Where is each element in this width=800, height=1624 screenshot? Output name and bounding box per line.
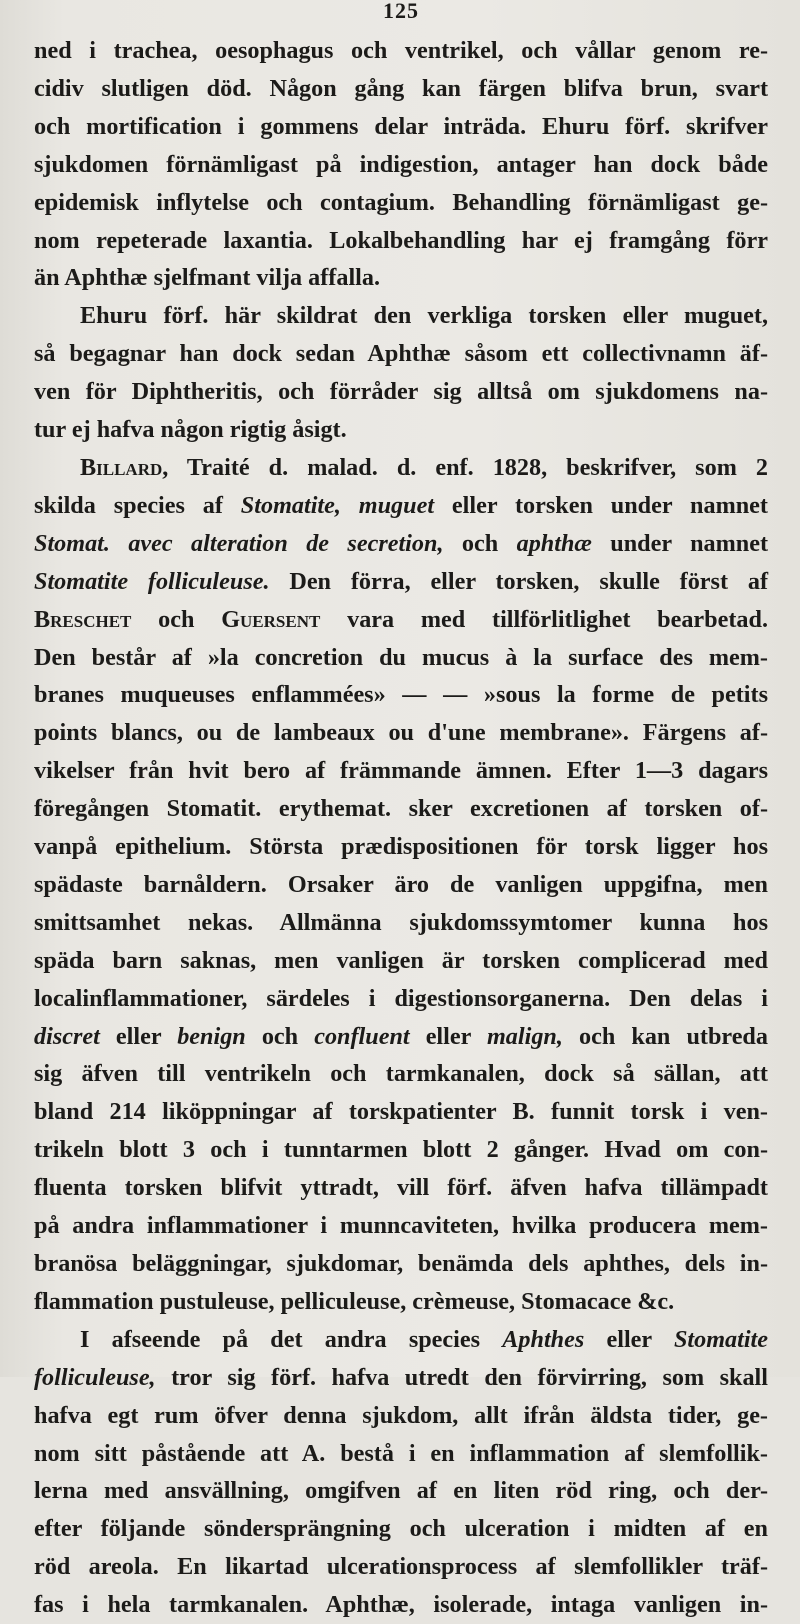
text-line: skilda species af Stomatite, muguet eller torsken under namnet [34, 491, 768, 519]
text-line: Den består af »la concretion du mucus à la surface des mem- [34, 643, 768, 671]
text-line: lerna med ansvällning, omgifven af en liten röd ring, och der- [34, 1477, 768, 1505]
text-line: på andra inflammationer i munncaviteten, hvilka producera mem- [34, 1212, 768, 1240]
text-line: Stomatite folliculeuse. Den förra, eller torsken, skulle först af [34, 567, 768, 595]
text-line: vikelser från hvit bero af främmande ämnen. Efter 1—3 dagars [34, 757, 768, 785]
text-line: ven för Diphtheritis, och förråder sig alltså om sjukdomens na- [34, 378, 768, 406]
text-line: Stomat. avec alteration de secretion, och aphthæ under namnet [34, 529, 769, 557]
text-line: flammation pustuleuse, pelliculeuse, crèmeuse, Stomacace &c. [34, 1287, 675, 1315]
text-line: Billard, Traité d. malad. d. enf. 1828, beskrifver, som 2 [80, 453, 768, 481]
paragraph-1 [34, 32, 768, 297]
text-line: discret eller benign och confluent eller malign, och kan utbreda [34, 1022, 768, 1050]
text-line: och mortification i gommens delar inträda. Ehuru förf. skrifver [34, 112, 768, 140]
text-line: I afseende på det andra species Aphthes eller Stomatite [80, 1325, 769, 1353]
text-line: smittsamhet nekas. Allmänna sjukdomssymtomer kunna hos [34, 908, 768, 936]
text-line: så begagnar han dock sedan Aphthæ såsom ett collectivnamn äf- [34, 340, 768, 368]
text-line: ned i trachea, oesophagus och ventrikel, och vållar genom re- [34, 37, 768, 64]
text-line: Breschet och Guersent vara med tillförlitlighet bearbetad. [34, 605, 769, 633]
author-name: Billard [80, 453, 163, 481]
text-line: nom repeterade laxantia. Lokalbehandling har ej framgång förr [34, 226, 768, 254]
page-number: 125 [383, 0, 419, 23]
text-line: points blancs, ou de lambeaux ou d'une membrane». Färgens af- [34, 719, 768, 747]
author-name: Breschet [34, 605, 132, 633]
text-line: Ehuru förf. här skildrat den verkliga torsken eller muguet, [80, 302, 768, 330]
text-line: än Aphthæ sjelfmant vilja affalla. [34, 264, 381, 292]
text-line: folliculeuse, tror sig förf. hafva utredt den förvirring, som skall [34, 1363, 768, 1391]
author-name: Guersent [221, 605, 321, 633]
text-line: trikeln blott 3 och i tunntarmen blott 2 gånger. Hvad om con- [34, 1136, 768, 1164]
text-line: fluenta torsken blifvit yttradt, vill förf. äfven hafva tillämpadt [34, 1174, 768, 1202]
text-line: efter följande söndersprängning och ulceration i midten af en [34, 1515, 768, 1543]
text-line: vanpå epithelium. Största prædispositionen för torsk ligger hos [34, 833, 768, 861]
text-line: föregången Stomatit. erythemat. sker excretionen af torsken of- [34, 795, 768, 823]
text-line: nom sitt påstående att A. bestå i en inflammation af slemfollik- [34, 1439, 768, 1467]
text-line: branes muqueuses enflammées» — — »sous la forme de petits [34, 681, 768, 709]
text-line: sig äfven till ventrikeln och tarmkanalen, dock så sällan, att [34, 1060, 768, 1088]
text-line: localinflammationer, särdeles i digestionsorganerna. Den delas i [34, 984, 768, 1012]
paragraph-3 [34, 449, 768, 1321]
paragraph-2 [34, 297, 768, 449]
text-line: branösa beläggningar, sjukdomar, benämda dels aphthes, dels in- [34, 1250, 768, 1277]
body-text [34, 32, 768, 1624]
text-line: hafva egt rum öfver denna sjukdom, allt ifrån äldsta tider, ge- [34, 1401, 768, 1429]
text-line: bland 214 liköppningar af torskpatienter B. funnit torsk i ven- [34, 1098, 768, 1126]
text-line: spädaste barnåldern. Orsaker äro de vanligen uppgifna, men [34, 870, 768, 898]
text-line: epidemisk inflytelse och contagium. Behandling förnämligast ge- [34, 188, 768, 216]
text-line: tur ej hafva någon rigtig åsigt. [34, 416, 347, 444]
text-line: röd areola. En likartad ulcerationsprocess af slemfollikler träf- [34, 1553, 768, 1581]
text-line: fas i hela tarmkanalen. Aphthæ, isolerade, intaga vanligen in- [34, 1591, 768, 1619]
paragraph-4 [34, 1321, 768, 1624]
text-line: cidiv slutligen död. Någon gång kan färgen blifva brun, svart [34, 74, 768, 102]
text-line: sjukdomen förnämligast på indigestion, antager han dock både [34, 150, 768, 178]
text-line: späda barn saknas, men vanligen är torsken complicerad med [34, 946, 768, 974]
